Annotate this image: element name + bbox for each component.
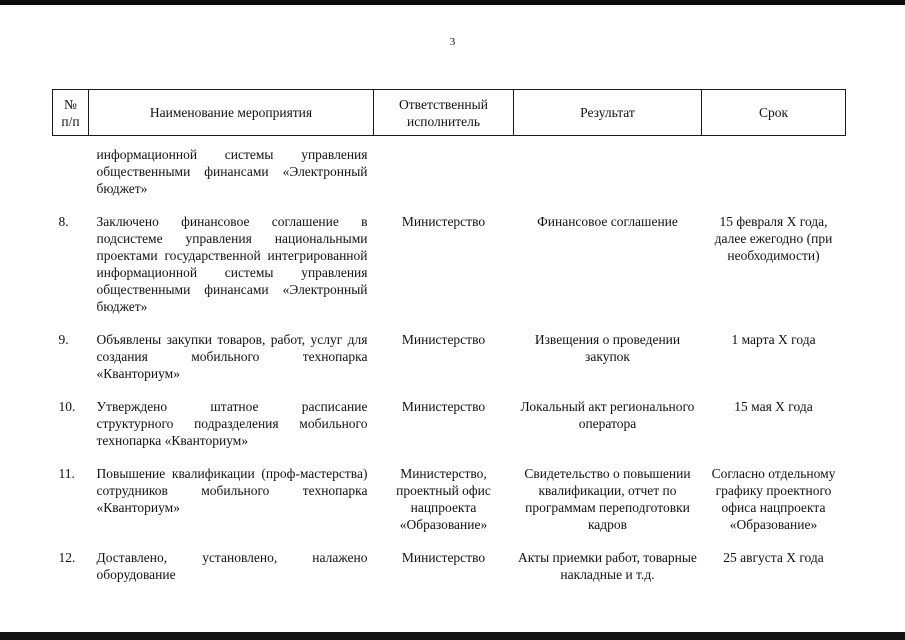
row-result: Локальный акт регионального оператора xyxy=(520,399,695,431)
row-num: 11. xyxy=(58,466,75,481)
row-result xyxy=(514,136,702,214)
activities-table xyxy=(52,89,846,599)
row-responsible: Министерство xyxy=(401,399,486,414)
row-result: Финансовое соглашение xyxy=(537,214,678,229)
header-responsible: Ответственный исполнитель xyxy=(374,90,514,136)
table-header-row xyxy=(53,90,846,136)
row-responsible xyxy=(374,136,514,214)
row-num xyxy=(53,136,89,214)
header-num: № п/п xyxy=(53,90,89,136)
row-result: Извещения о проведении закупок xyxy=(534,332,681,364)
row-term: 15 февраля X года, далее ежегодно (при необходимости) xyxy=(714,214,833,263)
bottom-scan-border xyxy=(0,632,905,640)
row-name: Заключено финансовое соглашение в подсистеме управления национальными проектами государственной интегрированной информационной системы управления общественными финансами «Электронный бюджет» xyxy=(96,214,368,314)
row-responsible: Министерство xyxy=(401,550,486,565)
row-name: информационной системы управления общественными финансами «Электронный бюджет» xyxy=(96,147,368,196)
row-responsible: Министерство, проектный офис нацпроекта «Образование» xyxy=(396,466,491,532)
row-term: 1 марта X года xyxy=(731,332,816,347)
row-name: Утверждено штатное расписание структурного подразделения мобильного технопарка «Кванториум» xyxy=(96,399,368,448)
row-num: 8. xyxy=(58,214,69,229)
row-term: Согласно отдельному графику проектного офиса нацпроекта «Образование» xyxy=(711,466,836,532)
row-result: Свидетельство о повышении квалификации, отчет по программам переподготовки кадров xyxy=(524,466,691,532)
table-row xyxy=(53,549,846,599)
header-name: Наименование мероприятия xyxy=(89,90,374,136)
row-num: 9. xyxy=(58,332,69,347)
row-num: 12. xyxy=(58,550,76,565)
row-responsible: Министерство xyxy=(401,332,486,347)
row-term: 15 мая X года xyxy=(734,399,813,414)
table-row xyxy=(53,465,846,549)
row-term xyxy=(702,136,846,214)
table-row xyxy=(53,398,846,465)
table-row xyxy=(53,331,846,398)
row-name: Повышение квалификации (проф-мастерства) сотрудников мобильного технопарка «Кванториум» xyxy=(96,466,368,515)
row-term: 25 августа X года xyxy=(723,550,824,565)
row-responsible: Министерство xyxy=(401,214,486,229)
table-row xyxy=(53,136,846,214)
top-scan-border xyxy=(0,0,905,5)
header-term: Срок xyxy=(702,90,846,136)
page-number: 3 xyxy=(449,36,456,48)
table-row xyxy=(53,213,846,331)
header-result: Результат xyxy=(514,90,702,136)
row-num: 10. xyxy=(58,399,76,414)
row-name: Доставлено, установлено, налажено оборудование xyxy=(96,550,368,582)
row-name: Объявлены закупки товаров, работ, услуг для создания мобильного технопарка «Кванториум» xyxy=(96,332,368,381)
row-result: Акты приемки работ, товарные накладные и т.д. xyxy=(518,550,697,582)
